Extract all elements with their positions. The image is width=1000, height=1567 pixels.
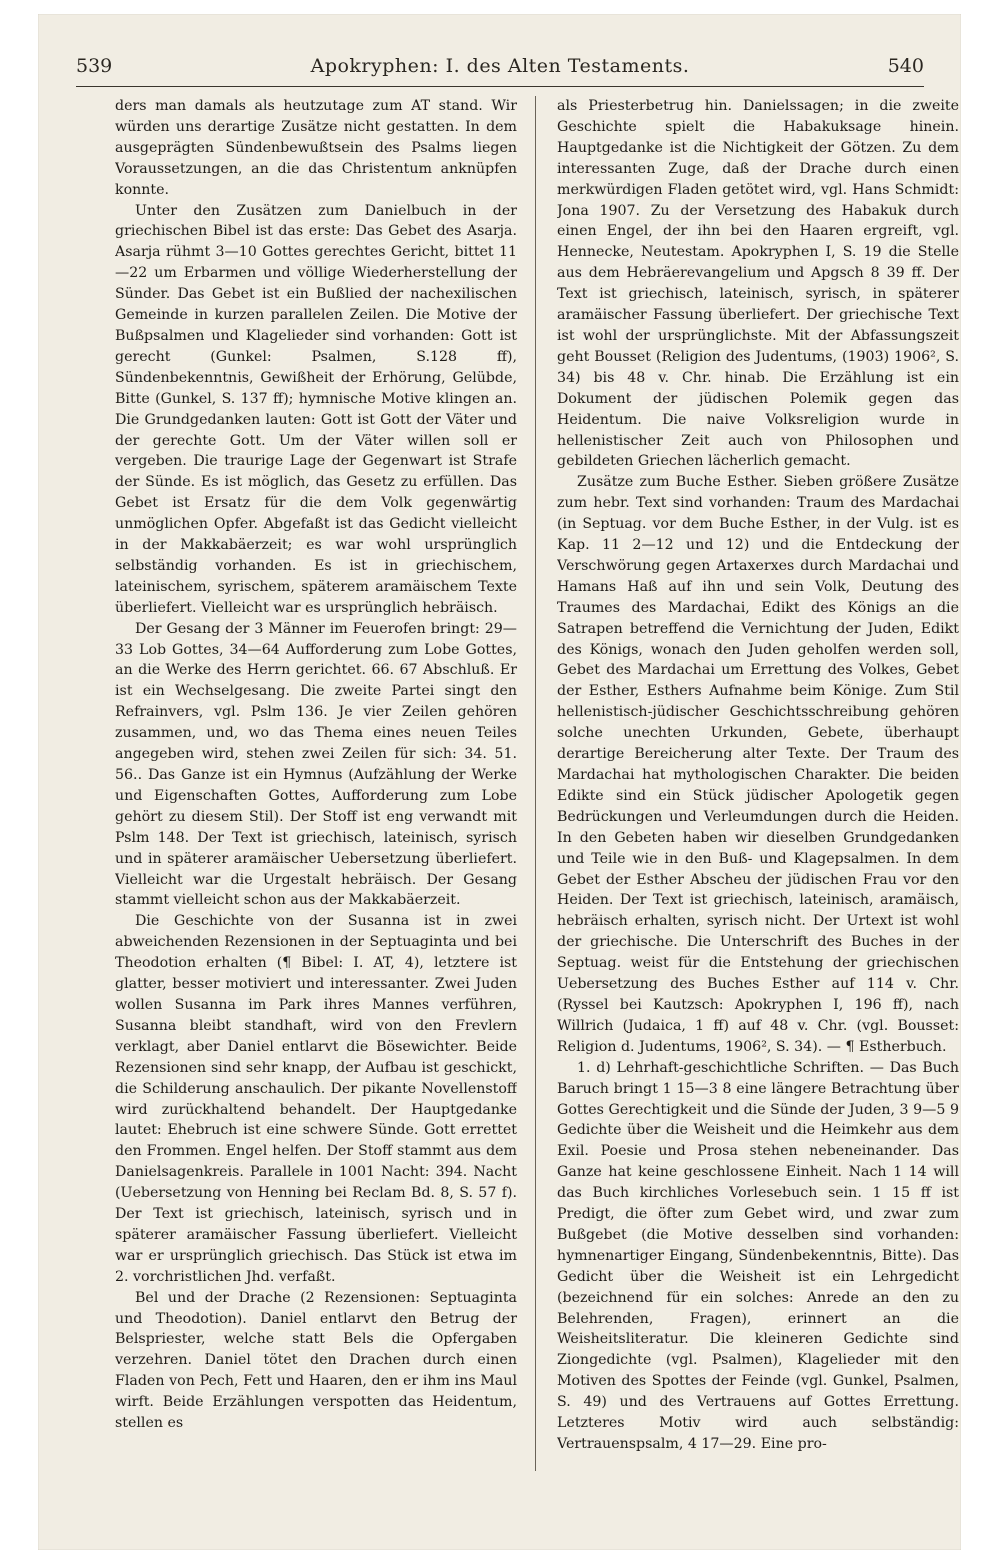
paragraph: ders man damals als heutzutage zum AT stand. Wir würden uns derartige Zusätze nicht gestatten. In dem ausgeprägten Sündenbewußtsein des Psalms liegen Voraussetzungen, an die das Christentum anknüpfen konnte. (115, 98, 517, 198)
paragraph: als Priesterbetrug hin. Danielssagen; in die zweite Geschichte spielt die Habakuksage hinein. Hauptgedanke ist die Nichtigkeit der Götzen. Zu dem interessanten Zuge, daß der Drache durch einen merkwürdigen Fladen getötet wird, vgl. Hans Schmidt: Jona 1907. Zu der Versetzung des Habakuk durch einen Engel, der ihn bei den Haaren ergreift, vgl. Hennecke, Neutestam. Apokryphen I, S. 19 die Stelle aus dem Hebräerevangelium und Apgsch 8 39 ff. Der Text ist griechisch, lateinisch, syrisch, in späterer aramäischer Fassung überliefert. Der griechische Text ist wohl der ursprünglichste. Mit der Abfassungszeit geht Bousset (Religion des Judentums, (1903) 1906², S. 34) bis 48 v. Chr. hinab. Die Erzählung ist ein Dokument der jüdischen Polemik gegen das Heidentum. Die naive Volksreligion wurde in hellenistischer Zeit auch von Philosophen und gebildeten Griechen lächerlich gemacht. (557, 98, 959, 470)
page-number-left: 539 (76, 55, 113, 77)
page-number-right: 540 (887, 55, 924, 77)
right-column (557, 96, 959, 1486)
paragraph: Die Geschichte von der Susanna ist in zwei abweichenden Rezensionen in der Septuaginta und bei Theodotion erhalten (¶ Bibel: I. AT, 4), letztere ist glatter, besser motiviert und interessanter. Zwei Juden wollen Susanna im Park ihres Mannes verführen, Susanna bleibt standhaft, wird von den Frevlern verklagt, aber Daniel entlarvt die Bösewichter. Beide Rezensionen sind sehr knapp, der Aufbau ist geschickt, die Schilderung anschaulich. Der pikante Novellenstoff wird zurückhaltend behandelt. Der Hauptgedanke lautet: Ehebruch ist eine schwere Sünde. Gott errettet den Frommen. Engel helfen. Der Stoff stammt aus dem Danielsagenkreis. Parallele in 1001 Nacht: 394. Nacht (Uebersetzung von Henning bei Reclam Bd. 8, S. 57 f). Der Text ist griechisch, lateinisch, syrisch und in späterer aramäischer Fassung überliefert. Vielleicht war er ursprünglich griechisch. Das Stück ist etwa im 2. vorchristlichen Jhd. verfaßt. (115, 913, 517, 1285)
header-rule (76, 86, 924, 87)
paragraph: Zusätze zum Buche Esther. Sieben größere Zusätze zum hebr. Text sind vorhanden: Traum des Mardachai (in Septuag. vor dem Buche Esther, in der Vulg. ist es Kap. 11 2—12 und 12) und die Entdeckung der Verschwörung gegen Artaxerxes durch Mardachai und Hamans Haß auf ihn und sein Volk, Deutung des Traumes des Mardachai, Edikt des Königs an die Satrapen betreffend die Vernichtung der Juden, Edikt des Königs, wonach den Juden geholfen werden soll, Gebet des Mardachai um Errettung des Volkes, Gebet der Esther, Esthers Aufnahme beim Könige. Zum Stil hellenistisch-jüdischer Geschichtsschreibung gehören solche unechten Urkunden, Gebete, überhaupt derartige Bereicherung alter Texte. Der Traum des Mardachai hat mythologischen Charakter. Die beiden Edikte sind ein Stück jüdischer Apologetik gegen Bedrückungen und Verleumdungen durch die Heiden. In den Gebeten haben wir dieselben Grundgedanken und Teile wie in den Buß- und Klagepsalmen. In dem Gebet der Esther Abscheu der jüdischen Frau vor den Heiden. Der Text ist griechisch, lateinisch, aramäisch, hebräisch erhalten, syrisch nicht. Der Urtext ist wohl der griechische. Die Unterschrift des Buches in der Septuag. weist für die Entstehung der griechischen Uebersetzung des Buches Esther auf 114 v. Chr. (Ryssel bei Kautzsch: Apokryphen I, 196 ff), nach Willrich (Judaica, 1 ff) auf 48 v. Chr. (vgl. Bousset: Religion d. Judentums, 1906², S. 34). — ¶ Estherbuch. (557, 474, 959, 1055)
running-header (76, 48, 924, 84)
paragraph: 1. d) Lehrhaft-geschichtliche Schriften. — Das Buch Baruch bringt 1 15—3 8 eine längere Betrachtung über Gottes Gerechtigkeit und die Sünde der Juden, 3 9—5 9 Gedichte über die Weisheit und die Heimkehr aus dem Exil. Poesie und Prosa stehen nebeneinander. Das Ganze hat keine geschlossene Einheit. Nach 1 14 will das Buch kirchliches Vorlesebuch sein. 1 15 ff ist Predigt, die öfter zum Gebet wird, und zwar zum Bußgebet (die Motive desselben sind vorhanden: hymnenartiger Eingang, Sündenbekenntnis, Bitte). Das Gedicht über die Weisheit ist ein Lehrgedicht (bezeichnend für ein solches: Anrede an den zu Belehrenden, Fragen), erinnert an die Weisheitsliteratur. Die kleineren Gedichte sind Ziongedichte (vgl. Psalmen), Klagelieder mit den Motiven des Spottes der Feinde (vgl. Gunkel, Psalmen, S. 49) und des Vertrauens auf Gottes Errettung. Letzteres Motiv wird auch selbständig: Vertrauenspsalm, 4 17—29. Eine pro- (557, 1059, 959, 1452)
paragraph: Der Gesang der 3 Männer im Feuerofen bringt: 29—33 Lob Gottes, 34—64 Aufforderung zum Lobe Gottes, an die Werke des Herrn gerichtet. 66. 67 Abschluß. Er ist ein Wechselgesang. Die zweite Partei singt den Refrainvers, vgl. Pslm 136. Je vier Zeilen gehören zusammen, und, wo das Thema eines neuen Teiles angegeben wird, stehen zwei Zeilen für sich: 34. 51. 56.. Das Ganze ist ein Hymnus (Aufzählung der Werke und Eigenschaften Gottes, Aufforderung zum Lobe gehört zu diesem Stil). Der Stoff ist eng verwandt mit Pslm 148. Der Text ist griechisch, lateinisch, syrisch und in späterer aramäischer Uebersetzung überliefert. Vielleicht war die Urgestalt hebräisch. Der Gesang stammt vielleicht schon aus der Makkabäerzeit. (115, 620, 517, 909)
paragraph: Unter den Zusätzen zum Danielbuch in der griechischen Bibel ist das erste: Das Gebet des Asarja. Asarja rühmt 3—10 Gottes gerechtes Gericht, bittet 11—22 um Erbarmen und völlige Wiederherstellung der Sünder. Das Gebet ist ein Bußlied der nachexilischen Gemeinde in kurzen parallelen Zeilen. Die Motive der Bußpsalmen und Klagelieder sind vorhanden: Gott ist gerecht (Gunkel: Psalmen, S.128 ff), Sündenbekenntnis, Gewißheit der Erhörung, Gelübde, Bitte (Gunkel, S. 137 ff); hymnische Motive klingen an. Die Grundgedanken lauten: Gott ist Gott der Väter und der gerechte Gott. Um der Väter willen soll er vergeben. Die traurige Lage der Gegenwart ist Strafe der Sünde. Es ist möglich, das Gesetz zu erfüllen. Das Gebet ist Ersatz für die dem Volk gegenwärtig unmöglichen Opfer. Abgefaßt ist das Gedicht vielleicht in der Makkabäerzeit; es war wohl ursprünglich selbständig vorhanden. Es ist in griechischem, lateinischem, syrischem, späterem aramäischem Texte überliefert. Vielleicht war es ursprünglich hebräisch. (115, 202, 517, 616)
paragraph: Bel und der Drache (2 Rezensionen: Septuaginta und Theodotion). Daniel entlarvt den Betrug der Belspriester, welche statt Bels die Opfergaben verzehren. Daniel tötet den Drachen durch einen Fladen von Pech, Fett und Haaren, den er ihm ins Maul wirft. Beide Erzählungen verspotten das Heidentum, stellen es (115, 1289, 517, 1432)
running-title: Apokryphen: I. des Alten Testaments. (310, 55, 690, 77)
left-column (115, 96, 517, 1486)
column-divider (535, 96, 536, 1471)
